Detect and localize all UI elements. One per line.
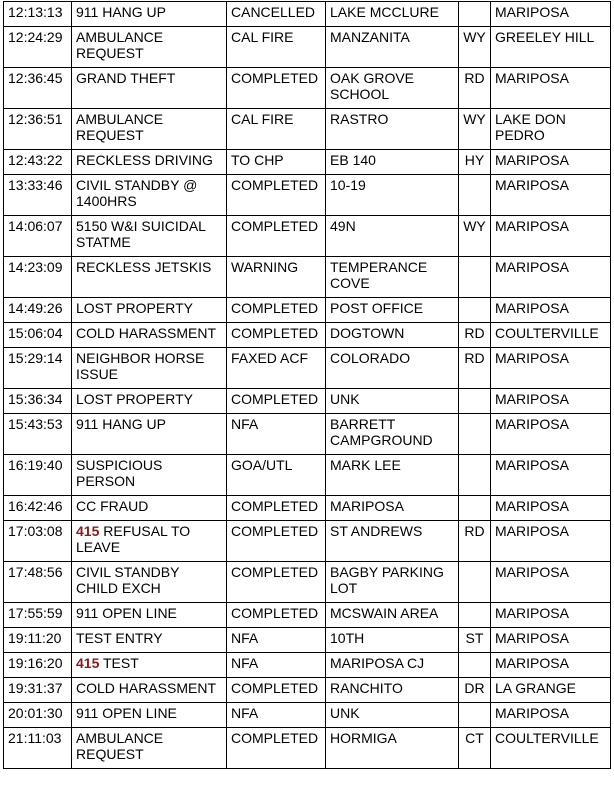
- table-row: [4, 389, 611, 414]
- call-disposition-cell: COMPLETED: [227, 323, 326, 348]
- call-disposition-cell: NFA: [227, 414, 326, 455]
- call-description-text: COLD HARASSMENT: [76, 680, 217, 696]
- call-time-cell: 17:48:56: [4, 562, 72, 603]
- call-disposition-cell: TO CHP: [227, 150, 326, 175]
- call-location-cell: DOGTOWN: [326, 323, 459, 348]
- table-row: [4, 298, 611, 323]
- call-location-cell: BAGBY PARKING LOT: [326, 562, 459, 603]
- table-row: [4, 728, 611, 769]
- call-disposition-cell: NFA: [227, 628, 326, 653]
- call-time-cell: 14:49:26: [4, 298, 72, 323]
- table-row: [4, 678, 611, 703]
- table-row: [4, 68, 611, 109]
- call-description-cell: [72, 703, 227, 728]
- table-row: [4, 323, 611, 348]
- call-time-cell: 21:11:03: [4, 728, 72, 769]
- call-description-text: RECKLESS DRIVING: [76, 152, 213, 168]
- call-description-text: RECKLESS JETSKIS: [76, 259, 212, 275]
- street-type-cell: RD: [459, 521, 491, 562]
- call-disposition-cell: COMPLETED: [227, 521, 326, 562]
- call-location-cell: MARK LEE: [326, 455, 459, 496]
- call-time-cell: 12:43:22: [4, 150, 72, 175]
- street-type-cell: DR: [459, 678, 491, 703]
- street-type-cell: [459, 257, 491, 298]
- call-disposition-cell: WARNING: [227, 257, 326, 298]
- table-row: [4, 216, 611, 257]
- call-city-cell: MARIPOSA: [491, 562, 611, 603]
- call-city-cell: COULTERVILLE: [491, 323, 611, 348]
- street-type-cell: [459, 175, 491, 216]
- call-city-cell: MARIPOSA: [491, 257, 611, 298]
- call-description-text: CIVIL STANDBY @ 1400HRS: [76, 177, 198, 209]
- call-description-text: 911 OPEN LINE: [76, 705, 177, 721]
- call-city-cell: LAKE DON PEDRO: [491, 109, 611, 150]
- call-disposition-cell: NFA: [227, 703, 326, 728]
- call-location-cell: UNK: [326, 703, 459, 728]
- call-description-text: CIVIL STANDBY CHILD EXCH: [76, 564, 180, 596]
- call-location-cell: UNK: [326, 389, 459, 414]
- call-time-cell: 19:31:37: [4, 678, 72, 703]
- call-disposition-cell: CAL FIRE: [227, 109, 326, 150]
- call-description-cell: [72, 27, 227, 68]
- call-time-cell: 16:42:46: [4, 496, 72, 521]
- call-city-cell: MARIPOSA: [491, 2, 611, 27]
- call-description-cell: [72, 414, 227, 455]
- call-description-text: REFUSAL TO LEAVE: [76, 523, 191, 555]
- table-row: [4, 109, 611, 150]
- call-location-cell: EB 140: [326, 150, 459, 175]
- call-description-cell: [72, 175, 227, 216]
- call-time-cell: 19:11:20: [4, 628, 72, 653]
- call-description-cell: [72, 257, 227, 298]
- street-type-cell: [459, 703, 491, 728]
- call-location-cell: RANCHITO: [326, 678, 459, 703]
- call-time-cell: 12:36:45: [4, 68, 72, 109]
- call-disposition-cell: COMPLETED: [227, 496, 326, 521]
- call-time-cell: 17:55:59: [4, 603, 72, 628]
- call-location-cell: ST ANDREWS: [326, 521, 459, 562]
- call-city-cell: MARIPOSA: [491, 455, 611, 496]
- call-description-text: CC FRAUD: [76, 498, 149, 514]
- street-type-cell: [459, 298, 491, 323]
- call-city-cell: MARIPOSA: [491, 389, 611, 414]
- table-row: [4, 521, 611, 562]
- call-disposition-cell: COMPLETED: [227, 68, 326, 109]
- call-time-cell: 19:16:20: [4, 653, 72, 678]
- call-description-cell: [72, 298, 227, 323]
- call-city-cell: MARIPOSA: [491, 414, 611, 455]
- call-description-cell: [72, 603, 227, 628]
- street-type-cell: RD: [459, 68, 491, 109]
- call-description-cell: [72, 628, 227, 653]
- call-location-cell: MARIPOSA CJ: [326, 653, 459, 678]
- street-type-cell: WY: [459, 109, 491, 150]
- street-type-cell: RD: [459, 323, 491, 348]
- call-description-cell: [72, 728, 227, 769]
- call-description-text: NEIGHBOR HORSE ISSUE: [76, 350, 205, 382]
- call-time-cell: 14:06:07: [4, 216, 72, 257]
- street-type-cell: HY: [459, 150, 491, 175]
- call-description-text: 911 HANG UP: [76, 4, 166, 20]
- call-city-cell: MARIPOSA: [491, 150, 611, 175]
- street-type-cell: [459, 653, 491, 678]
- call-city-cell: MARIPOSA: [491, 703, 611, 728]
- call-description-cell: [72, 389, 227, 414]
- table-row: [4, 703, 611, 728]
- call-location-cell: MARIPOSA: [326, 496, 459, 521]
- call-disposition-cell: COMPLETED: [227, 298, 326, 323]
- call-city-cell: COULTERVILLE: [491, 728, 611, 769]
- table-row: [4, 628, 611, 653]
- call-city-cell: MARIPOSA: [491, 653, 611, 678]
- call-disposition-cell: COMPLETED: [227, 603, 326, 628]
- call-description-text: TEST ENTRY: [76, 630, 163, 646]
- table-row: [4, 562, 611, 603]
- table-row: [4, 150, 611, 175]
- call-city-cell: MARIPOSA: [491, 521, 611, 562]
- call-city-cell: GREELEY HILL: [491, 27, 611, 68]
- call-city-cell: MARIPOSA: [491, 175, 611, 216]
- call-time-cell: 14:23:09: [4, 257, 72, 298]
- call-time-cell: 15:29:14: [4, 348, 72, 389]
- call-description-text: 5150 W&I SUICIDAL STATME: [76, 218, 206, 250]
- call-location-cell: 10-19: [326, 175, 459, 216]
- call-log-table: [3, 1, 611, 769]
- street-type-cell: [459, 496, 491, 521]
- call-description-text: TEST: [103, 655, 139, 671]
- street-type-cell: CT: [459, 728, 491, 769]
- call-location-cell: MCSWAIN AREA: [326, 603, 459, 628]
- call-location-cell: RASTRO: [326, 109, 459, 150]
- call-description-text: AMBULANCE REQUEST: [76, 29, 164, 61]
- call-description-cell: [72, 150, 227, 175]
- call-location-cell: LAKE MCCLURE: [326, 2, 459, 27]
- call-disposition-cell: COMPLETED: [227, 728, 326, 769]
- street-type-cell: [459, 414, 491, 455]
- call-description-cell: [72, 678, 227, 703]
- street-type-cell: [459, 603, 491, 628]
- call-time-cell: 12:36:51: [4, 109, 72, 150]
- call-description-cell: [72, 2, 227, 27]
- call-city-cell: MARIPOSA: [491, 496, 611, 521]
- call-description-cell: [72, 68, 227, 109]
- call-description-cell: [72, 455, 227, 496]
- table-row: [4, 2, 611, 27]
- call-disposition-cell: COMPLETED: [227, 678, 326, 703]
- call-description-text: SUSPICIOUS PERSON: [76, 457, 163, 489]
- call-location-cell: HORMIGA: [326, 728, 459, 769]
- call-description-cell: [72, 216, 227, 257]
- table-row: [4, 653, 611, 678]
- street-type-cell: ST: [459, 628, 491, 653]
- call-time-cell: 17:03:08: [4, 521, 72, 562]
- call-disposition-cell: COMPLETED: [227, 175, 326, 216]
- call-description-cell: [72, 521, 227, 562]
- table-row: [4, 175, 611, 216]
- call-description-text: GRAND THEFT: [76, 70, 176, 86]
- call-time-cell: 15:06:04: [4, 323, 72, 348]
- street-type-cell: [459, 455, 491, 496]
- call-time-cell: 16:19:40: [4, 455, 72, 496]
- street-type-cell: [459, 389, 491, 414]
- call-city-cell: MARIPOSA: [491, 628, 611, 653]
- street-type-cell: WY: [459, 27, 491, 68]
- call-city-cell: MARIPOSA: [491, 216, 611, 257]
- call-location-cell: MANZANITA: [326, 27, 459, 68]
- call-description-cell: [72, 348, 227, 389]
- table-row: [4, 27, 611, 68]
- call-location-cell: TEMPERANCE COVE: [326, 257, 459, 298]
- call-description-cell: [72, 496, 227, 521]
- call-city-cell: MARIPOSA: [491, 298, 611, 323]
- call-location-cell: OAK GROVE SCHOOL: [326, 68, 459, 109]
- call-description-cell: [72, 323, 227, 348]
- call-city-cell: MARIPOSA: [491, 68, 611, 109]
- call-city-cell: MARIPOSA: [491, 348, 611, 389]
- call-disposition-cell: COMPLETED: [227, 389, 326, 414]
- street-type-cell: RD: [459, 348, 491, 389]
- call-time-cell: 20:01:30: [4, 703, 72, 728]
- call-time-cell: 15:36:34: [4, 389, 72, 414]
- call-description-text: LOST PROPERTY: [76, 300, 193, 316]
- table-row: [4, 603, 611, 628]
- call-description-text: LOST PROPERTY: [76, 391, 193, 407]
- call-code-prefix: 415: [76, 655, 100, 671]
- call-description-text: 911 OPEN LINE: [76, 605, 177, 621]
- call-description-text: 911 HANG UP: [76, 416, 166, 432]
- call-time-cell: 12:13:13: [4, 2, 72, 27]
- call-location-cell: BARRETT CAMPGROUND: [326, 414, 459, 455]
- call-description-cell: [72, 562, 227, 603]
- call-location-cell: 10TH: [326, 628, 459, 653]
- call-disposition-cell: NFA: [227, 653, 326, 678]
- call-time-cell: 13:33:46: [4, 175, 72, 216]
- call-time-cell: 15:43:53: [4, 414, 72, 455]
- street-type-cell: [459, 562, 491, 603]
- call-location-cell: POST OFFICE: [326, 298, 459, 323]
- street-type-cell: WY: [459, 216, 491, 257]
- call-location-cell: 49N: [326, 216, 459, 257]
- table-row: [4, 257, 611, 298]
- call-description-cell: [72, 653, 227, 678]
- call-city-cell: MARIPOSA: [491, 603, 611, 628]
- call-description-text: COLD HARASSMENT: [76, 325, 217, 341]
- table-row: [4, 348, 611, 389]
- call-description-cell: [72, 109, 227, 150]
- call-city-cell: LA GRANGE: [491, 678, 611, 703]
- call-disposition-cell: FAXED ACF: [227, 348, 326, 389]
- call-description-text: AMBULANCE REQUEST: [76, 111, 164, 143]
- call-disposition-cell: COMPLETED: [227, 562, 326, 603]
- table-row: [4, 496, 611, 521]
- call-code-prefix: 415: [76, 523, 100, 539]
- call-disposition-cell: CANCELLED: [227, 2, 326, 27]
- call-location-cell: COLORADO: [326, 348, 459, 389]
- call-log-body: [4, 2, 611, 769]
- call-disposition-cell: GOA/UTL: [227, 455, 326, 496]
- call-disposition-cell: CAL FIRE: [227, 27, 326, 68]
- table-row: [4, 414, 611, 455]
- call-time-cell: 12:24:29: [4, 27, 72, 68]
- call-disposition-cell: COMPLETED: [227, 216, 326, 257]
- table-row: [4, 455, 611, 496]
- call-description-text: AMBULANCE REQUEST: [76, 730, 164, 762]
- street-type-cell: [459, 2, 491, 27]
